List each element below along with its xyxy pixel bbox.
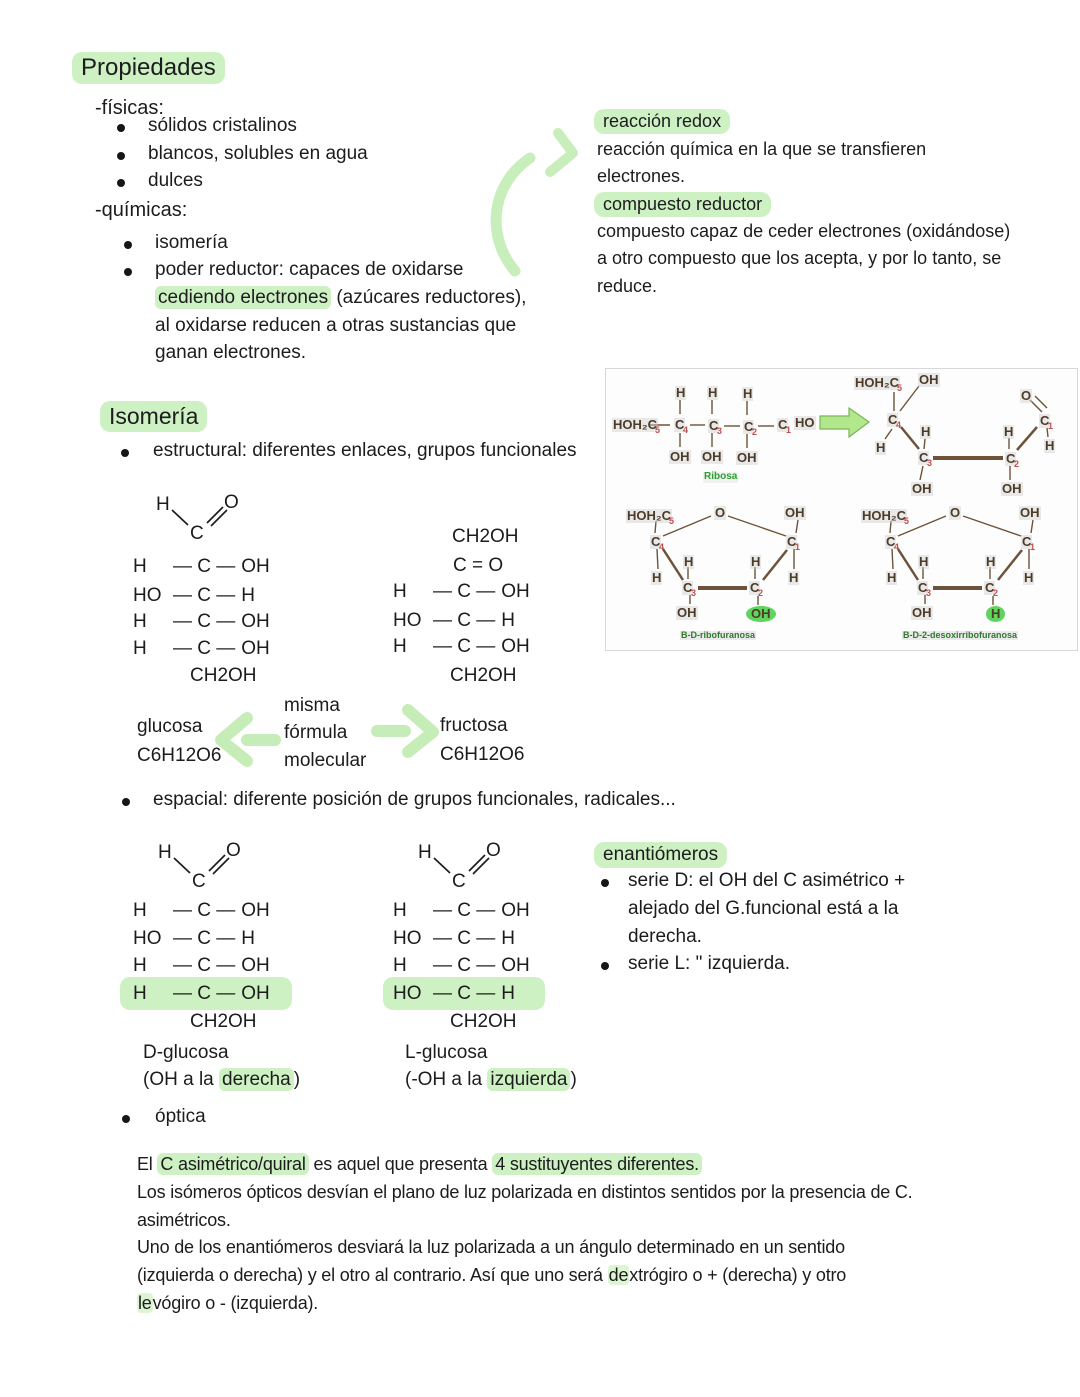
figure-atom-label: H [743, 386, 753, 401]
figure-caption: B-D-2-desoxirribofuranosa [903, 630, 1018, 640]
glucosa-formula: C6H12O6 [137, 745, 222, 766]
substituent-right: OH [501, 636, 530, 657]
highlighted-term: C asimétrico/quiral [157, 1153, 308, 1175]
quimicas-label: -químicas: [95, 199, 188, 221]
figure-atom-label: H [919, 554, 929, 569]
figure-bond [763, 550, 787, 580]
figure-atom-label: C [750, 580, 760, 595]
line-text: (izquierda o derecha) y el otro al contrario. Así que uno será [137, 1265, 608, 1285]
substituent-left: H [133, 638, 147, 659]
fischer-row [393, 610, 515, 632]
substituent-left: HO [133, 585, 162, 606]
fructosa-name: fructosa [440, 715, 508, 736]
figure-atom-label: C [787, 534, 797, 549]
figure-atom-label: H [708, 385, 718, 400]
figure-atom-label: 3 [717, 426, 723, 436]
fischer-row-highlighted [393, 983, 515, 1005]
paragraph-line [137, 1154, 702, 1175]
definition-line: reacción química en la que se transfieren [597, 139, 927, 159]
poder-reductor-line: al oxidarse reducen a otras sustancias que [155, 315, 517, 336]
figure-atom-label: C [985, 580, 995, 595]
substituent-right: OH [241, 556, 270, 577]
fischer-row [133, 585, 255, 607]
carbon-bond: — C — [173, 611, 236, 632]
ch2oh-label: CH2OH [450, 1011, 517, 1032]
fisicas-item: dulces [148, 170, 203, 191]
figure-atom-label: 1 [795, 542, 801, 552]
definition-line: a otro compuesto que los acepta, y por lo tanto, se [597, 248, 1002, 268]
figure-atom-label: OH [670, 449, 690, 464]
carbon-bond: — C — [433, 610, 496, 631]
figure-atom-label: OH [912, 605, 932, 620]
atom-c: C [190, 523, 204, 544]
atom-h: H [156, 494, 170, 515]
espacial-item: espacial: diferente posición de grupos funcionales, radicales... [153, 789, 676, 810]
paragraph-line [137, 1293, 318, 1314]
figure-bond [898, 549, 918, 580]
carbon-bond: — C — [433, 928, 496, 949]
figure-atom-label: H [986, 606, 1005, 622]
substituent-left: H [393, 955, 407, 976]
fischer-row [133, 611, 270, 633]
figure-atom-label: 5 [655, 425, 661, 435]
figure-atom-label: C [888, 412, 898, 427]
figure-atom-label: H [921, 424, 931, 439]
highlighted-term: 4 sustituyentes diferentes. [492, 1153, 702, 1175]
definition-line: compuesto capaz de ceder electrones (oxidándose) [597, 221, 1011, 241]
carbon-bond: — C — [173, 983, 236, 1004]
figure-atom-label: 4 [683, 425, 689, 435]
bullet-dot [117, 152, 125, 160]
carbon-bond: — C — [433, 955, 496, 976]
figure-atom-label: OH [746, 606, 776, 622]
bullet-dot [124, 241, 132, 249]
ch2oh-label: CH2OH [450, 665, 517, 686]
figure-atom-label: 5 [669, 516, 675, 526]
figure-atom-label: H [1045, 438, 1055, 453]
carbon-bond: — C — [173, 900, 236, 921]
substituent-left: H [393, 636, 407, 657]
bullet-dot [124, 268, 132, 276]
bullet-dot [121, 449, 129, 457]
figure-atom-label: H [751, 554, 761, 569]
bullet-dot [601, 962, 609, 970]
line-text: El [137, 1154, 158, 1174]
figure-bond [924, 439, 925, 449]
ch2oh-label: CH2OH [190, 665, 257, 686]
figure-atom-label: C [778, 417, 788, 432]
figure-atom-label: 3 [691, 588, 697, 598]
figure-atom-label: 5 [897, 383, 903, 393]
substituent-right: OH [241, 611, 270, 632]
fischer-row [133, 900, 270, 922]
caption-text: (-OH a la [405, 1069, 488, 1090]
figure-atom-label: H [684, 554, 694, 569]
atom-c: C [452, 871, 466, 892]
substituent-left: HO [393, 928, 422, 949]
figure-bond [892, 549, 893, 569]
d-glucosa-caption [143, 1069, 300, 1091]
figure-atom-label: HOH₂C [855, 375, 900, 390]
curved-arrow-icon [468, 125, 598, 290]
highlighted-term: de [608, 1265, 629, 1285]
figure-bond [920, 466, 923, 480]
substituent-right: H [241, 928, 256, 949]
misma-label: misma [284, 695, 340, 716]
fischer-row [393, 955, 530, 977]
figure-atom-label: 1 [1030, 542, 1036, 552]
highlighted-term: le [138, 1293, 152, 1313]
caption-text: ) [570, 1069, 577, 1090]
term-reaccion-redox: reacción redox [594, 109, 730, 134]
figure-atom-label: 3 [927, 458, 933, 468]
figure-atom-label: OH [912, 481, 932, 496]
figure-atom-label: H [1024, 570, 1034, 585]
figure-atom-label: 2 [758, 588, 764, 598]
figure-atom-label: C [651, 534, 661, 549]
fisicas-item: sólidos cristalinos [148, 115, 297, 136]
figure-atom-label: 2 [752, 427, 758, 437]
figure-atom-label: 2 [993, 588, 999, 598]
paragraph-line: Los isómeros ópticos desvían el plano de luz polarizada en distintos sentidos por la presencia de C. [137, 1182, 913, 1202]
paragraph-line: Uno de los enantiómeros desviará la luz polarizada a un ángulo determinado en un sentido [137, 1237, 845, 1257]
figure-bond [728, 516, 786, 536]
figure-atom-label: OH [785, 505, 805, 520]
poder-reductor-line: ganan electrones. [155, 342, 307, 363]
figure-atom-label: OH [1002, 481, 1022, 496]
substituent-left: HO [393, 983, 422, 1004]
bullet-dot [117, 179, 125, 187]
serie-d-line: serie D: el OH del C asimétrico + [628, 870, 906, 891]
carbon-bond: — C — [433, 636, 496, 657]
fischer-row [393, 900, 530, 922]
figure-atom-label: H [789, 570, 799, 585]
poder-reductor-line [155, 287, 526, 309]
line-text: es aquel que presenta [308, 1154, 493, 1174]
figure-atom-label: H [887, 570, 897, 585]
definition-line: reduce. [597, 276, 658, 296]
ribose-figure [605, 368, 1078, 651]
figure-atom-label: 1 [786, 425, 792, 435]
figure-atom-label: C [918, 580, 928, 595]
figure-atom-label: C [744, 419, 754, 434]
line-text: (azúcares reductores), [331, 287, 527, 308]
glucosa-name: glucosa [137, 716, 203, 737]
substituent-right: H [241, 585, 256, 606]
figure-atom-label: 4 [896, 420, 902, 430]
figure-atom-label: H [876, 440, 886, 455]
atom-h: H [418, 842, 432, 863]
carbon-bond: — C — [173, 638, 236, 659]
figure-bond [901, 427, 919, 449]
substituent-left: H [133, 900, 147, 921]
carbon-bond: — C — [173, 585, 236, 606]
fisicas-label: -físicas: [95, 97, 164, 119]
substituent-left: H [133, 955, 147, 976]
fischer-row [393, 928, 515, 950]
figure-atom-label: C [1040, 413, 1050, 428]
bullet-dot [601, 879, 609, 887]
atom-h: H [158, 842, 172, 863]
ch2oh-label: CH2OH [190, 1011, 257, 1032]
figure-atom-label: H [652, 570, 662, 585]
bullet-dot [122, 1115, 130, 1123]
substituent-left: H [133, 611, 147, 632]
substituent-right: OH [241, 955, 270, 976]
figure-atom-label: OH [702, 449, 722, 464]
atom-o: O [224, 492, 239, 513]
molecular-label: molecular [284, 750, 367, 771]
aldehyde-group [150, 492, 250, 548]
substituent-right: H [501, 983, 516, 1004]
substituent-left: HO [393, 610, 422, 631]
fischer-row [133, 556, 270, 578]
fischer-row [133, 955, 270, 977]
bullet-dot [122, 798, 130, 806]
carbon-bond: — C — [433, 900, 496, 921]
substituent-left: H [393, 581, 407, 602]
serie-d-line: alejado del G.funcional está a la [628, 898, 899, 919]
figure-arrow-icon [820, 408, 869, 437]
figure-atom-label: 3 [926, 588, 932, 598]
figure-bond [796, 520, 798, 533]
figure-atom-label: C [683, 580, 693, 595]
substituent-right: H [501, 610, 516, 631]
line-text: xtrógiro o + (derecha) y otro [629, 1265, 847, 1285]
fischer-row [393, 636, 530, 658]
highlighted-term: cediendo electrones [155, 286, 331, 309]
equivalence-arrows-icon [205, 700, 445, 770]
figure-atom-label: H [676, 385, 686, 400]
paragraph-line [137, 1265, 846, 1286]
figure-atom-label: HOH₂C [862, 508, 907, 523]
section-title-propiedades: Propiedades [72, 52, 225, 84]
figure-atom-label: 2 [1014, 459, 1020, 469]
l-glucosa-caption [405, 1069, 577, 1091]
carbon-bond: — C — [433, 581, 496, 602]
atom-o: O [486, 840, 501, 861]
fisicas-item: blancos, solubles en agua [148, 143, 368, 164]
paragraph-line: asimétricos. [137, 1210, 231, 1230]
figure-bond [900, 386, 919, 411]
figure-caption: Ribosa [704, 471, 738, 482]
term-enantiomeros: enantiómeros [594, 842, 727, 868]
caption-text: ) [293, 1069, 301, 1090]
serie-d-line: derecha. [628, 926, 702, 947]
definition-line: electrones. [597, 166, 686, 186]
fischer-row [133, 928, 255, 950]
term-compuesto-reductor: compuesto reductor [594, 192, 771, 217]
substituent-left: H [133, 556, 147, 577]
figure-atom-label: C [675, 417, 685, 432]
figure-atom-label: HO [795, 415, 815, 430]
figure-atom-label: OH [737, 450, 757, 465]
substituent-right: OH [241, 900, 270, 921]
figure-atom-label: C [709, 418, 719, 433]
carbon-bond: — C — [433, 983, 496, 1004]
aldehyde-group [152, 840, 252, 896]
carbon-bond: — C — [173, 556, 236, 577]
figure-atom-label: C [1022, 534, 1032, 549]
substituent-left: H [393, 900, 407, 921]
fischer-row [133, 638, 270, 660]
figure-atom-label: C [1006, 451, 1016, 466]
figure-atom-label: O [950, 505, 961, 520]
figure-bond [663, 549, 683, 580]
figure-atom-label: 4 [659, 542, 665, 552]
substituent-left: HO [133, 928, 162, 949]
figure-bond [998, 550, 1022, 580]
fischer-row-highlighted [133, 983, 270, 1005]
highlighted-term: izquierda [487, 1068, 570, 1091]
poder-reductor-line: poder reductor: capaces de oxidarse [155, 259, 464, 280]
estructural-item: estructural: diferentes enlaces, grupos funcionales [153, 440, 577, 461]
substituent-right: OH [241, 983, 270, 1004]
figure-bond [1017, 427, 1037, 450]
figure-bond [1031, 520, 1033, 533]
serie-l-line: serie L: " izquierda. [628, 953, 790, 974]
aldehyde-group [412, 840, 512, 896]
substituent-right: OH [501, 955, 530, 976]
figure-bond [963, 516, 1021, 536]
l-glucosa-label: L-glucosa [405, 1042, 488, 1063]
substituent-right: OH [501, 581, 530, 602]
optica-item: óptica [155, 1106, 206, 1127]
figure-atom-label: OH [1020, 505, 1040, 520]
keto-group: C = O [453, 555, 504, 576]
formula-label: fórmula [284, 722, 348, 743]
section-title-isomeria: Isomería [100, 401, 207, 432]
atom-o: O [226, 840, 241, 861]
atom-c: C [192, 871, 206, 892]
figure-atom-label: 1 [1048, 421, 1054, 431]
substituent-right: OH [501, 900, 530, 921]
substituent-right: OH [241, 638, 270, 659]
figure-atom-label: 5 [904, 516, 910, 526]
ch2oh-label: CH2OH [452, 526, 519, 547]
figure-atom-label: H [986, 554, 996, 569]
highlighted-term: derecha [219, 1068, 294, 1091]
figure-atom-label: 4 [894, 542, 900, 552]
figure-atom-label: O [1021, 388, 1032, 403]
figure-atom-label: C [919, 450, 929, 465]
bullet-dot [117, 124, 125, 132]
figure-bond [657, 549, 658, 569]
quimicas-item: isomería [155, 232, 228, 253]
carbon-bond: — C — [173, 928, 236, 949]
fischer-row [393, 581, 530, 603]
figure-bond [885, 429, 892, 439]
figure-caption: B-D-ribofuranosa [681, 630, 755, 640]
substituent-left: H [133, 983, 147, 1004]
fructosa-formula: C6H12O6 [440, 744, 525, 765]
line-text: vógiro o - (izquierda). [152, 1293, 319, 1313]
figure-atom-label: C [886, 534, 896, 549]
d-glucosa-label: D-glucosa [143, 1042, 229, 1063]
figure-atom-label: HOH₂C [627, 508, 672, 523]
caption-text: (OH a la [143, 1069, 220, 1090]
figure-atom-label: O [715, 505, 726, 520]
substituent-right: H [501, 928, 516, 949]
figure-atom-label: OH [677, 605, 697, 620]
carbon-bond: — C — [173, 955, 236, 976]
figure-atom-label: H [1004, 424, 1014, 439]
figure-atom-label: OH [919, 372, 939, 387]
figure-atom-label: HOH₂C [613, 417, 658, 432]
